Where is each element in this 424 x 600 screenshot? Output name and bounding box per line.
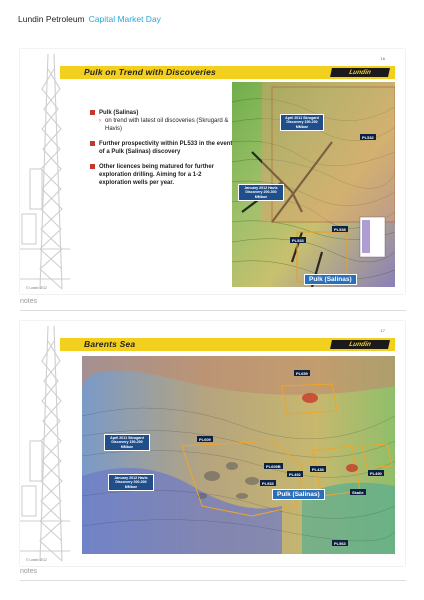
bullet-list <box>90 109 235 194</box>
notes-divider <box>20 580 406 581</box>
map-pulk-trend <box>232 82 395 287</box>
copyright-text: © Lundin 2012 <box>26 286 47 290</box>
title-band <box>60 338 395 351</box>
licence-label: PL492 <box>289 471 301 477</box>
company-name: Lundin Petroleum <box>18 14 85 24</box>
event-name: Capital Market Day <box>88 14 161 24</box>
licence-label: Skalle <box>352 489 364 495</box>
skrugard-callout: April 2011 Skrugard Discovery 150-250 MMboe <box>280 114 324 131</box>
pulk-label: Pulk (Salinas) <box>304 274 357 285</box>
havis-callout: January 2012 Havis Discovery 200-300 MMboe <box>108 474 154 491</box>
slide-title: Barents Sea <box>84 339 136 349</box>
lundin-logo: Lundin <box>330 68 390 77</box>
licence-label: PL533 <box>292 237 304 243</box>
slide-title: Pulk on Trend with Discoveries <box>84 67 216 77</box>
lundin-logo: Lundin <box>330 340 390 349</box>
licence-label: PL609 <box>199 436 211 442</box>
bullet-square-icon <box>90 164 95 169</box>
slide-pulk-on-trend <box>20 49 405 294</box>
pulk-label: Pulk (Salinas) <box>272 489 325 500</box>
licence-label: PL533 <box>262 480 274 486</box>
licence-label: PL490 <box>370 470 382 476</box>
map-barents-sea <box>82 356 395 554</box>
slide-number: 17 <box>380 328 385 333</box>
bullet-square-icon <box>90 141 95 146</box>
licence-label: PL532 <box>362 134 374 140</box>
seabed-relief-graphic <box>82 356 395 554</box>
bullet-square-icon <box>90 110 95 115</box>
slide-number: 16 <box>380 56 385 61</box>
notes-divider <box>20 310 406 311</box>
notes-label: notes <box>20 298 38 305</box>
slide-barents-sea <box>20 321 405 566</box>
licence-label: PL538 <box>334 226 346 232</box>
licence-label: PL563 <box>334 540 346 546</box>
bullet-item: Other licences being matured for further exploration drilling. Aiming for a 1-2 exploration wells per year. <box>90 163 235 187</box>
notes-label: notes <box>20 568 38 575</box>
arrow-icon: › <box>99 118 101 124</box>
havis-callout: January 2012 Havis Discovery 200-300 MMboe <box>238 184 284 201</box>
title-band <box>60 66 395 79</box>
bullet-item: Further prospectivity within PL533 in the event of a Pulk (Salinas) discovery <box>90 140 235 156</box>
licence-label: PL659 <box>296 370 308 376</box>
drilling-rig-graphic <box>20 49 70 294</box>
skrugard-callout: April 2011 Skrugard Discovery 150-250 MMboe <box>104 434 150 451</box>
bullet-item: Pulk (Salinas) › on trend with latest oil discoveries (Skrugard & Havis) <box>90 109 235 133</box>
drilling-rig-graphic <box>20 321 70 566</box>
sub-bullet: › on trend with latest oil discoveries (Skrugard & Havis) <box>99 118 229 132</box>
copyright-text: © Lundin 2012 <box>26 558 47 562</box>
licence-label: PL609B <box>266 463 281 469</box>
page-header <box>18 14 161 24</box>
licence-label: PL438 <box>312 466 324 472</box>
